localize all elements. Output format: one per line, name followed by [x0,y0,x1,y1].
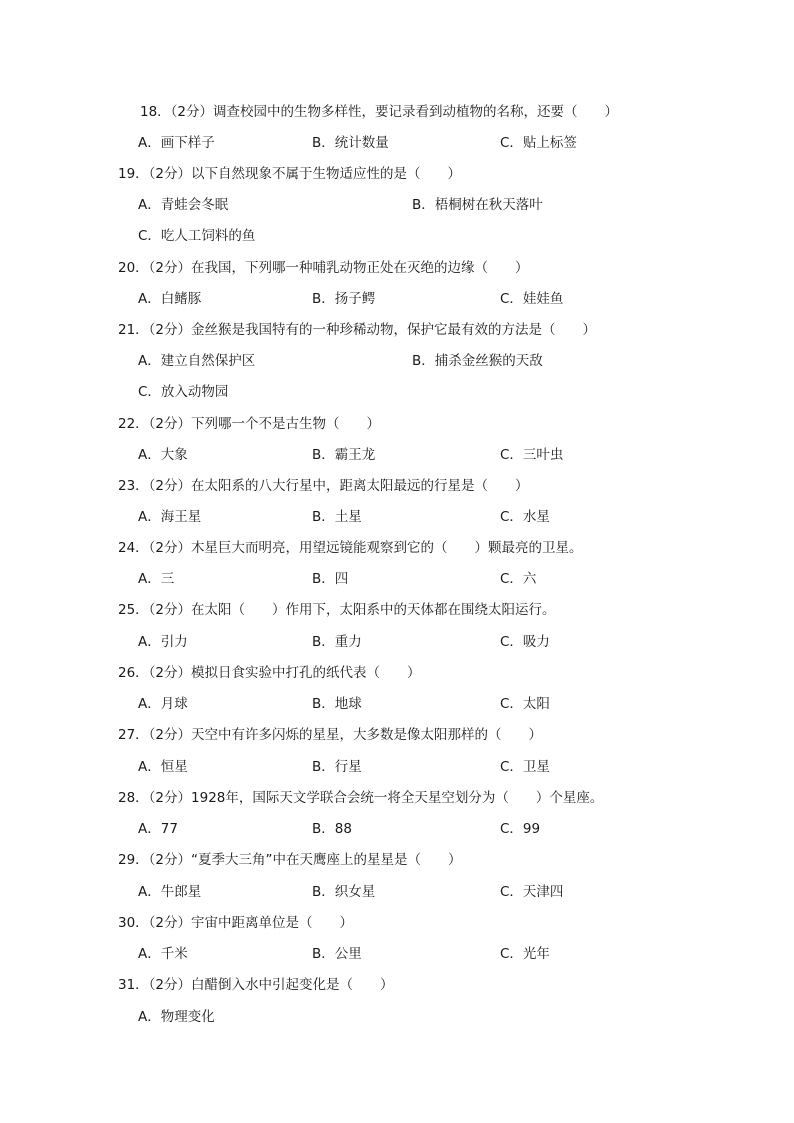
question-stem: 27．（2分）天空中有许多闪烁的星星，大多数是像太阳那样的（ ） [118,727,543,743]
option-b: B．地球 [312,696,362,712]
option-b: B．行星 [312,759,362,775]
option-b: B．四 [312,571,349,587]
option-c: C．吃人工饲料的鱼 [138,228,256,244]
option-b: B．霸王龙 [312,447,376,463]
option-a: A．三 [138,571,175,587]
question-stem: 20．（2分）在我国，下列哪一种哺乳动物正处在灭绝的边缘（ ） [118,260,529,276]
option-a: A．引力 [138,634,188,650]
option-c: C．光年 [500,946,550,962]
option-a: A．海王星 [138,509,202,525]
option-row [0,758,794,776]
question-stem: 25．（2分）在太阳（ ）作用下，太阳系中的天体都在围绕太阳运行。 [118,602,556,618]
option-b: B．公里 [312,946,362,962]
option-a: A．建立自然保护区 [138,353,256,369]
option-a: A．牛郎星 [138,884,202,900]
option-row [0,227,794,245]
option-b: B．土星 [312,509,362,525]
option-c: C．天津四 [500,884,564,900]
question-stem: 23．（2分）在太阳系的八大行星中，距离太阳最远的行星是（ ） [118,478,529,494]
option-b: B．扬子鳄 [312,291,376,307]
option-row [0,134,794,152]
option-a: A．白鳍豚 [138,291,202,307]
option-c: C．吸力 [500,634,550,650]
option-a: A．画下样子 [138,135,215,151]
question-stem: 30．（2分）宇宙中距离单位是（ ） [118,915,354,931]
question-stem: 31．（2分）白醋倒入水中引起变化是（ ） [118,977,394,993]
option-c: C．三叶虫 [500,447,564,463]
option-b: B．织女星 [312,884,376,900]
option-c: C．99 [500,821,541,837]
question-stem: 24．（2分）木星巨大而明亮，用望远镜能观察到它的（ ）颗最亮的卫星。 [118,540,583,556]
question-stem: 19．（2分）以下自然现象不属于生物适应性的是（ ） [118,166,462,182]
option-a: A．77 [138,821,178,837]
option-row [0,352,794,370]
option-b: B．梧桐树在秋天落叶 [412,197,543,213]
option-row [0,570,794,588]
question-stem: 22．（2分）下列哪一个不是古生物（ ） [118,416,381,432]
option-c: C．娃娃鱼 [500,291,564,307]
option-c: C．卫星 [500,759,550,775]
option-c: C．水星 [500,509,550,525]
option-row [0,290,794,308]
option-b: B．统计数量 [312,135,389,151]
option-row [0,383,794,401]
option-row [0,883,794,901]
option-row [0,695,794,713]
option-row [0,1008,794,1026]
option-c: C．六 [500,571,537,587]
option-row [0,820,794,838]
option-row [0,196,794,214]
option-c: C．放入动物园 [138,384,229,400]
option-a: A．千米 [138,946,188,962]
option-c: C．太阳 [500,696,550,712]
option-row [0,508,794,526]
option-a: A．月球 [138,696,188,712]
question-stem: 29．（2分）“夏季大三角”中在天鹰座上的星星是（ ） [118,852,462,868]
option-c: C．贴上标签 [500,135,577,151]
option-row [0,446,794,464]
option-row [0,945,794,963]
question-stem: 28．（2分）1928年，国际天文学联合会统一将全天星空划分为（ ）个星座。 [118,790,604,806]
question-stem: 21．（2分）金丝猴是我国特有的一种珍稀动物，保护它最有效的方法是（ ） [118,322,597,338]
option-b: B．88 [312,821,352,837]
option-a: A．青蛙会冬眠 [138,197,229,213]
question-stem: 18．（2分）调查校园中的生物多样性，要记录看到动植物的名称，还要（ ） [140,104,619,120]
option-a: A．恒星 [138,759,188,775]
option-b: B．捕杀金丝猴的天敌 [412,353,543,369]
question-stem: 26．（2分）模拟日食实验中打孔的纸代表（ ） [118,665,421,681]
option-b: B．重力 [312,634,362,650]
option-a: A．大象 [138,447,188,463]
option-row [0,633,794,651]
option-a: A．物理变化 [138,1009,215,1025]
